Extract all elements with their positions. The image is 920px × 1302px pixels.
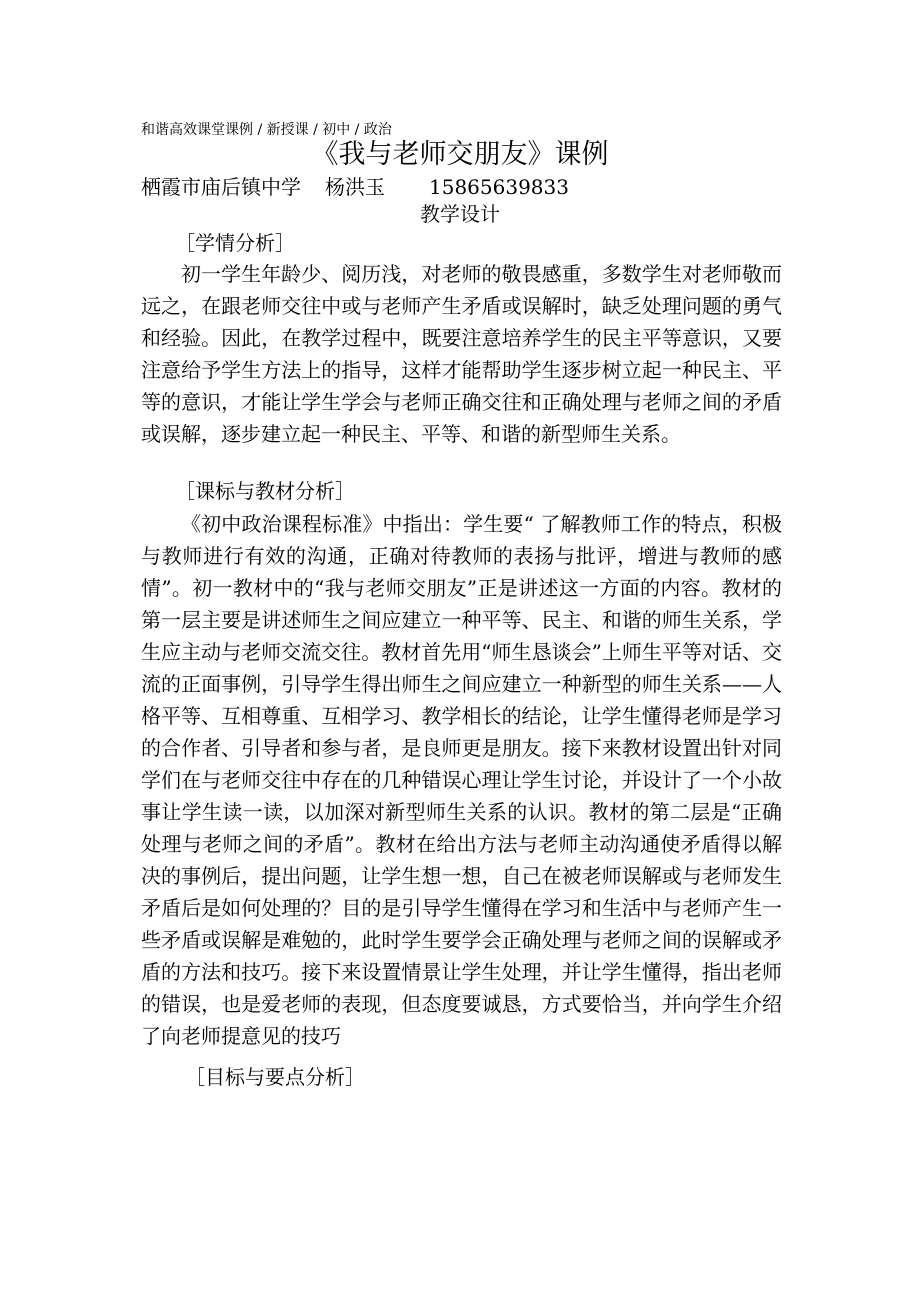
author-school: 栖霞市庙后镇中学 xyxy=(141,175,301,199)
section-subtitle: 教学设计 xyxy=(420,202,500,226)
heading-goals-analysis: ［目标与要点分析］ xyxy=(185,1065,365,1089)
author-line xyxy=(141,173,569,201)
heading-curriculum-analysis: ［课标与教材分析］ xyxy=(175,479,355,503)
paragraph-text: 《初中政治课程标准》中指出：学生要“ 了解教师工作的特点，积极与教师进行有效的沟通，正确对待教师的表扬与批评，增进与教师的感情”。初一教材中的“我与老师交朋友”正是讲述这一方面的内容。教材的第一层主要是讲述师生之间应建立一种平等、民主、和谐的师生关系，学生应主动与老师交流交往。教材首先用“师生恳谈会”上师生平等对话、交流的正面事例，引导学生得出师生之间应建立一种新型的师生关系——人格平等、互相尊重、互相学习、教学相长的结论，让学生懂得老师是学习的合作者、引导者和参与者，是良师更是朋友。接下来教材设置出针对同学们在与老师交往中存在的几种错误心理让学生讨论，并设计了一个小故事让学生读一读，以加深对新型师生关系的认识。教材的第二层是“正确处理与老师之间的矛盾”。教材在给出方法与老师主动沟通使矛盾得以解决的事例后，提出问题，让学生想一想，自己在被老师误解或与老师发生矛盾后是如何处理的？目的是引导学生懂得在学习和生活中与老师产生一些矛盾或误解是难勉的，此时学生要学会正确处理与老师之间的误解或矛盾的方法和技巧。接下来设置情景让学生处理，并让学生懂得，指出老师的错误，也是爱老师的表现，但态度要诚恳，方式要恰当，并向学生介绍了向老师提意见的技巧 xyxy=(141,512,782,1048)
breadcrumb: 和谐高效课堂课例 / 新授课 / 初中 / 政治 xyxy=(141,122,392,138)
paragraph-curriculum-analysis xyxy=(141,508,782,1052)
author-name: 杨洪玉 xyxy=(325,175,385,199)
heading-student-analysis: ［学情分析］ xyxy=(175,231,295,255)
paragraph-text: 初一学生年龄少、阅历浅，对老师的敬畏感重，多数学生对老师敬而远之，在跟老师交往中或与老师产生矛盾或误解时，缺乏处理问题的勇气和经验。因此，在教学过程中，既要注意培养学生的民主平等意识，又要注意给予学生方法上的指导，这样才能帮助学生逐步树立起一种民主、平等的意识，才能让学生学会与老师正确交往和正确处理与老师之间的矛盾或误解，逐步建立起一种民主、平等、和谐的新型师生关系。 xyxy=(141,262,782,446)
page-title: 《我与老师交朋友》课例 xyxy=(311,139,609,170)
author-phone: 15865639833 xyxy=(429,175,569,199)
paragraph-student-analysis xyxy=(141,258,782,450)
